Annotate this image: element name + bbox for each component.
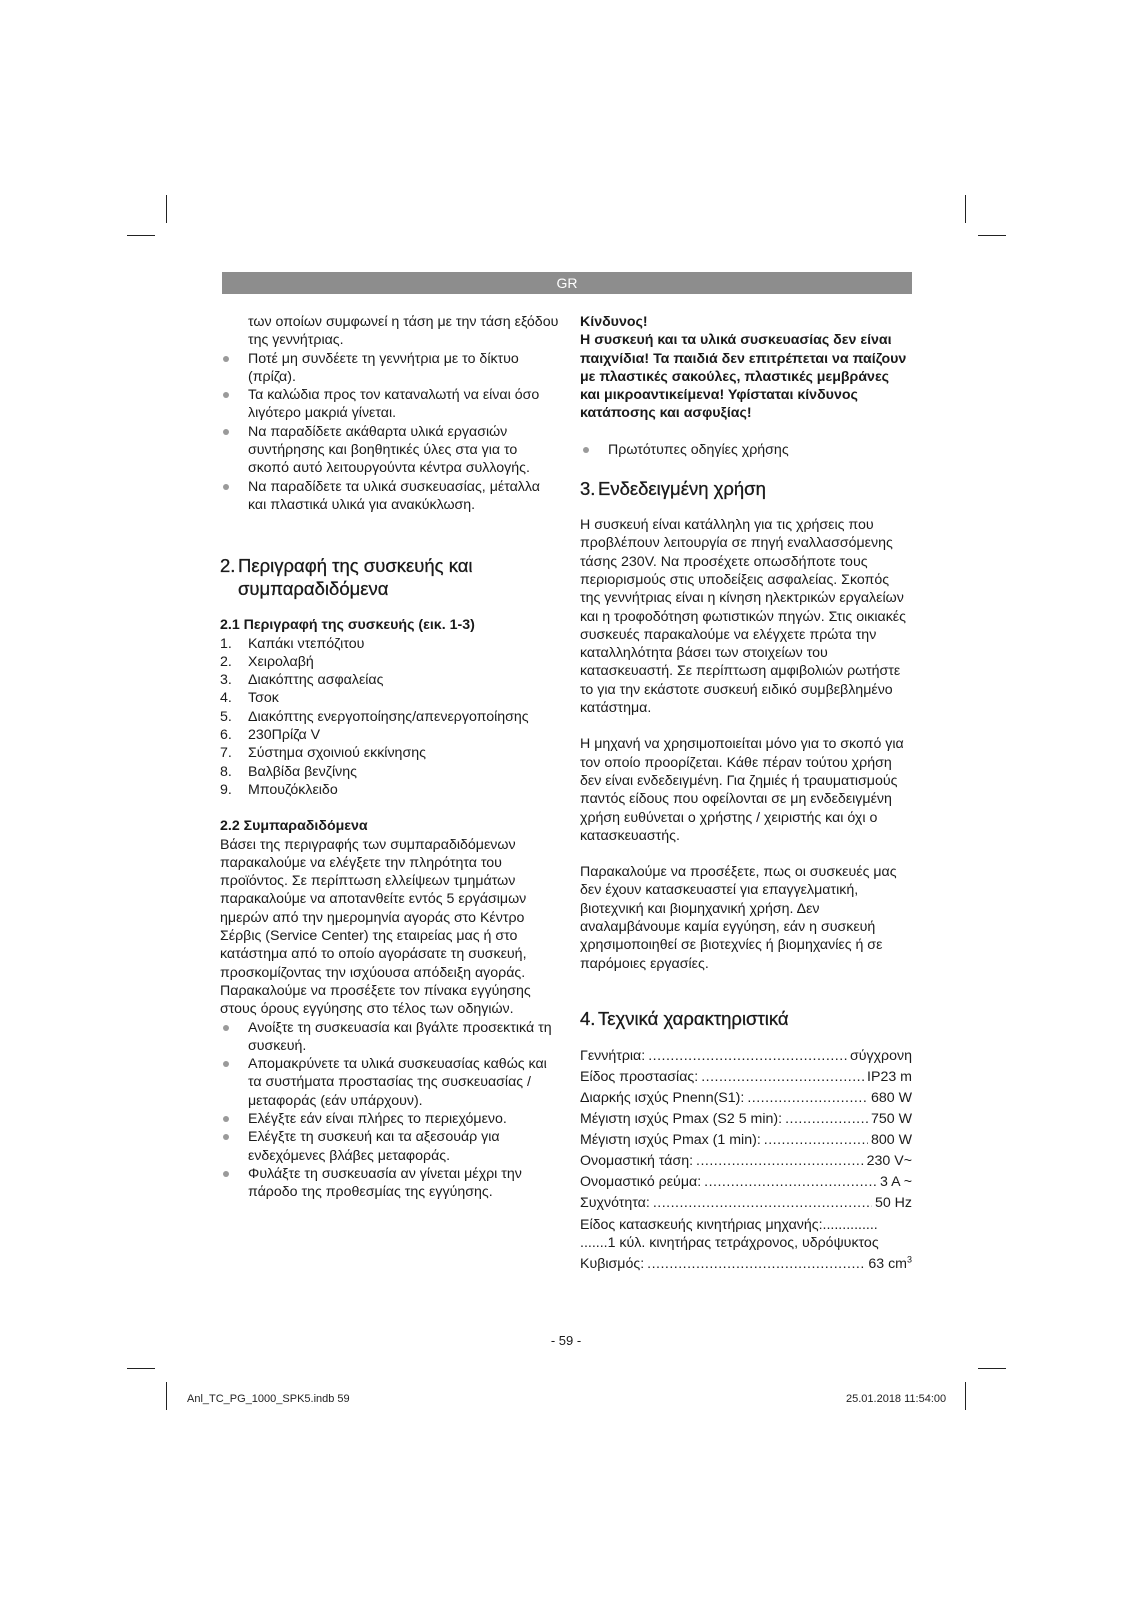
section-title: Τεχνικά χαρακτηριστικά xyxy=(598,1007,789,1029)
intended-use-paragraph-3: Παρακαλούμε να προσέξετε, πως οι συσκευές μας δεν έχουν κατασκευαστεί για επαγγελματική, βιοτεχνική και βιομηχανική χρήση. Δεν αναλαμβάνουμε καμία εγγύηση, εάν η συσκευή χρησιμοποιηθεί σε βιοτεχνίες ή βιομηχανίες ή σε παρόμοιες εργασίες. xyxy=(580,864,897,972)
spec-label: Διαρκής ισχύς Pnenn(S1): xyxy=(580,1089,745,1106)
list-item: Ποτέ μη συνδέετε τη γεννήτρια με το δίκτυο (πρίζα). xyxy=(220,350,560,387)
unpacking-bullet-list xyxy=(220,1019,560,1202)
leader-dots xyxy=(648,1046,847,1067)
list-item xyxy=(220,763,560,781)
crop-mark xyxy=(965,195,966,223)
spec-row xyxy=(580,1172,912,1193)
list-item xyxy=(220,689,560,707)
list-item xyxy=(220,726,560,744)
list-item: Απομακρύνετε τα υλικά συσκευασίας καθώς και τα συστήματα προστασίας της συσκευασίας / μεταφοράς (εάν υπάρχουν). xyxy=(220,1055,560,1110)
list-item: Ελέγξτε τη συσκευή και τα αξεσουάρ για ενδεχόμενες βλάβες μεταφοράς. xyxy=(220,1128,560,1165)
item-label: 230Πρίζα V xyxy=(248,727,321,744)
list-item: Να παραδίδετε ακάθαρτα υλικά εργασιών συντήρησης και βοηθητικές ύλες στα για το σκοπό αυτό λειτουργούντα κέντρα συλλογής. xyxy=(220,423,560,478)
item-number: 2. xyxy=(220,653,232,670)
danger-warning-text: Η συσκευή και τα υλικά συσκευασίας δεν είναι παιχνίδια! Τα παιδιά δεν επιτρέπεται να παίζουν με πλαστικές σακούλες, πλαστικές μεμβράνες και μικροαντικείμενα! Υφίσταται κίνδυνος κατάποσης και ασφυξίας! xyxy=(580,332,907,422)
item-number: 8. xyxy=(220,763,232,780)
spec-label: Συχνότητα: xyxy=(580,1194,650,1211)
leader-dots xyxy=(747,1088,868,1109)
delivery-paragraph: Βάσει της περιγραφής των συμπαραδιδόμενων παρακαλούμε να ελέγξετε την πληρότητα του προϊόντος. Σε περίπτωση ελλείψεων τμημάτων παρακαλούμε να αποτανθείτε εντός 5 εργάσιμων ημερών από την ημερομηνία αγοράς στο Κέντρο Σέρβις (Service Center) της εταιρείας μας ή στο κατάστημα από το οποίο αγοράσατε τη συσκευή, προσκομίζοντας την ισχύουσα απόδειξη αγοράς. Παρακαλούμε να προσέξετε τον πίνακα εγγύησης στους όρους εγγύησης στο τέλος των οδηγιών. xyxy=(220,836,531,1018)
crop-mark xyxy=(127,235,155,236)
item-number: 7. xyxy=(220,745,232,762)
spec-row xyxy=(580,1151,912,1172)
technical-specs-table xyxy=(580,1046,912,1275)
intro-continuation: των οποίων συμφωνεί η τάση με την τάση εξόδου της γεννήτριας. xyxy=(248,314,559,349)
list-item: Φυλάξτε τη συσκευασία αν γίνεται μέχρι την πάροδο της προθεσμίας της εγγύησης. xyxy=(220,1165,560,1202)
item-label: Μπουζόκλειδο xyxy=(248,781,338,798)
list-item xyxy=(220,671,560,689)
spec-value: IP23 m xyxy=(867,1068,912,1085)
section-title: Περιγραφή της συσκευής και συμπαραδιδόμενα xyxy=(238,555,473,600)
page-number: - 59 - xyxy=(550,1333,582,1348)
intended-use-paragraph-2: Η μηχανή να χρησιμοποιείται μόνο για το σκοπό για τον οποίο προορίζεται. Κάθε πέραν τούτου χρήση δεν είναι ενδεδειγμένη. Για ζημιές ή τραυματισμούς παντός είδους που οφείλονται σε μη ενδεδειγμένη χρήση ευθύνεται ο χρήστης / χειριστής και όχι ο κατασκευαστής. xyxy=(580,736,904,844)
spec-row xyxy=(580,1254,912,1275)
list-item xyxy=(220,744,560,762)
print-timestamp: 25.01.2018 11:54:00 xyxy=(846,1393,947,1405)
spec-label: Είδος κατασκευής κινητήριας μηχανής:.............. xyxy=(580,1216,878,1233)
list-item: Τα καλώδια προς τον καταναλωτή να είναι όσο λιγότερο μακριά γίνεται. xyxy=(220,386,560,423)
list-item: Ανοίξτε τη συσκευασία και βγάλτε προσεκτικά τη συσκευή. xyxy=(220,1019,560,1056)
item-number: 1. xyxy=(220,635,232,652)
item-label: Διακόπτης ασφαλείας xyxy=(248,672,384,689)
crop-mark xyxy=(978,1368,1006,1369)
section-number: 3. xyxy=(580,478,596,500)
list-item xyxy=(220,708,560,726)
spec-value: σύγχρονη xyxy=(849,1047,912,1064)
spec-value: 750 W xyxy=(870,1110,912,1127)
spec-label: Είδος προστασίας: xyxy=(580,1068,699,1085)
crop-mark xyxy=(127,1368,155,1369)
leader-dots xyxy=(696,1151,864,1172)
section-2-heading xyxy=(220,554,560,600)
item-number: 3. xyxy=(220,672,232,689)
leader-dots xyxy=(653,1193,872,1214)
engine-spec xyxy=(580,1216,912,1252)
danger-title: Κίνδυνος! xyxy=(580,314,648,330)
crop-mark xyxy=(166,195,167,223)
language-header-bar: GR xyxy=(222,272,912,294)
item-number: 5. xyxy=(220,708,232,725)
intended-use-paragraph-1: Η συσκευή είναι κατάλληλη για τις χρήσεις που προβλέπουν λειτουργία σε πηγή εναλλασσόμενης τάσης 230V. Να προσέχετε οπωσδήποτε τους περιορισμούς στις υποδείξεις ασφαλείας. Σκοπός της γεννήτριας είναι η κίνηση ηλεκτρικών εργαλείων και η τροφοδότηση φωτιστικών πηγών. Στις οικιακές συσκευές παρακαλούμε να ελέγχετε πρώτα την καταλληλότητα βάσει των στοιχείων του κατασκευαστή. Σε περίπτωση αμφιβολιών ρωτήστε το για την εκάστοτε συσκευή ειδικό συμβεβλημένο κατάστημα. xyxy=(580,517,906,717)
list-item: Ελέγξτε εάν είναι πλήρες το περιεχόμενο. xyxy=(220,1110,560,1128)
spec-label: Μέγιστη ισχύς Pmax (1 min): xyxy=(580,1131,761,1148)
leader-dots xyxy=(764,1130,868,1151)
original-instructions-list xyxy=(580,441,912,459)
left-column xyxy=(220,313,560,1201)
leader-dots xyxy=(704,1172,877,1193)
spec-value: .......1 κύλ. κινητήρας τετράχρονος, υδρόψυκτος xyxy=(580,1234,879,1251)
list-item xyxy=(220,653,560,671)
file-info: Anl_TC_PG_1000_SPK5.indb 59 xyxy=(187,1393,350,1405)
intro-bullet-list xyxy=(220,350,560,515)
spec-value: 50 Hz xyxy=(874,1194,912,1211)
section-4-heading xyxy=(580,1007,912,1030)
leader-dots xyxy=(647,1254,865,1275)
crop-mark xyxy=(965,1382,966,1410)
spec-row xyxy=(580,1088,912,1109)
spec-row xyxy=(580,1067,912,1088)
section-number: 2. xyxy=(220,555,236,577)
spec-value xyxy=(868,1254,912,1275)
item-label: Βαλβίδα βενζίνης xyxy=(248,763,357,780)
spec-row xyxy=(580,1109,912,1130)
item-label: Τσοκ xyxy=(248,690,279,707)
crop-mark xyxy=(166,1382,167,1410)
spec-row xyxy=(580,1130,912,1151)
leader-dots xyxy=(701,1067,864,1088)
item-label: Καπάκι ντεπόζιτου xyxy=(248,635,365,652)
superscript: 3 xyxy=(906,1254,912,1265)
item-label: Διακόπτης ενεργοποίησης/απενεργοποίησης xyxy=(248,708,529,725)
spec-label: Ονομαστική τάση: xyxy=(580,1152,694,1169)
leader-dots xyxy=(785,1109,868,1130)
list-item xyxy=(220,635,560,653)
item-number: 4. xyxy=(220,690,232,707)
list-item: Να παραδίδετε τα υλικά συσκευασίας, μέταλλα και πλαστικά υλικά για ανακύκλωση. xyxy=(220,478,560,515)
section-number: 4. xyxy=(580,1007,596,1029)
section-3-heading xyxy=(580,477,912,500)
spec-row xyxy=(580,1193,912,1214)
item-number: 9. xyxy=(220,781,232,798)
spec-value: 230 V~ xyxy=(866,1152,912,1169)
subsection-2-2-heading: 2.2 Συμπαραδιδόμενα xyxy=(220,818,368,835)
spec-value: 3 A ~ xyxy=(880,1173,912,1190)
displacement-value: 63 cm xyxy=(868,1255,907,1272)
list-item xyxy=(220,781,560,799)
spec-label: Κυβισμός: xyxy=(580,1255,645,1272)
right-column xyxy=(580,313,912,1275)
subsection-2-1-heading: 2.1 Περιγραφή της συσκευής (εικ. 1-3) xyxy=(220,617,475,634)
item-label: Χειρολαβή xyxy=(248,653,314,670)
parts-list xyxy=(220,635,560,800)
crop-mark xyxy=(978,235,1006,236)
spec-value: 800 W xyxy=(870,1131,912,1148)
spec-label: Ονομαστικό ρεύμα: xyxy=(580,1173,702,1190)
spec-value: 680 W xyxy=(870,1089,912,1106)
section-title: Ενδεδειγμένη χρήση xyxy=(598,478,766,500)
item-label: Σύστημα σχοινιού εκκίνησης xyxy=(248,745,426,762)
list-item: Πρωτότυπες οδηγίες χρήσης xyxy=(580,441,912,459)
item-number: 6. xyxy=(220,727,232,744)
spec-label: Μέγιστη ισχύς Pmax (S2 5 min): xyxy=(580,1110,783,1127)
spec-row xyxy=(580,1046,912,1067)
spec-label: Γεννήτρια: xyxy=(580,1047,646,1064)
